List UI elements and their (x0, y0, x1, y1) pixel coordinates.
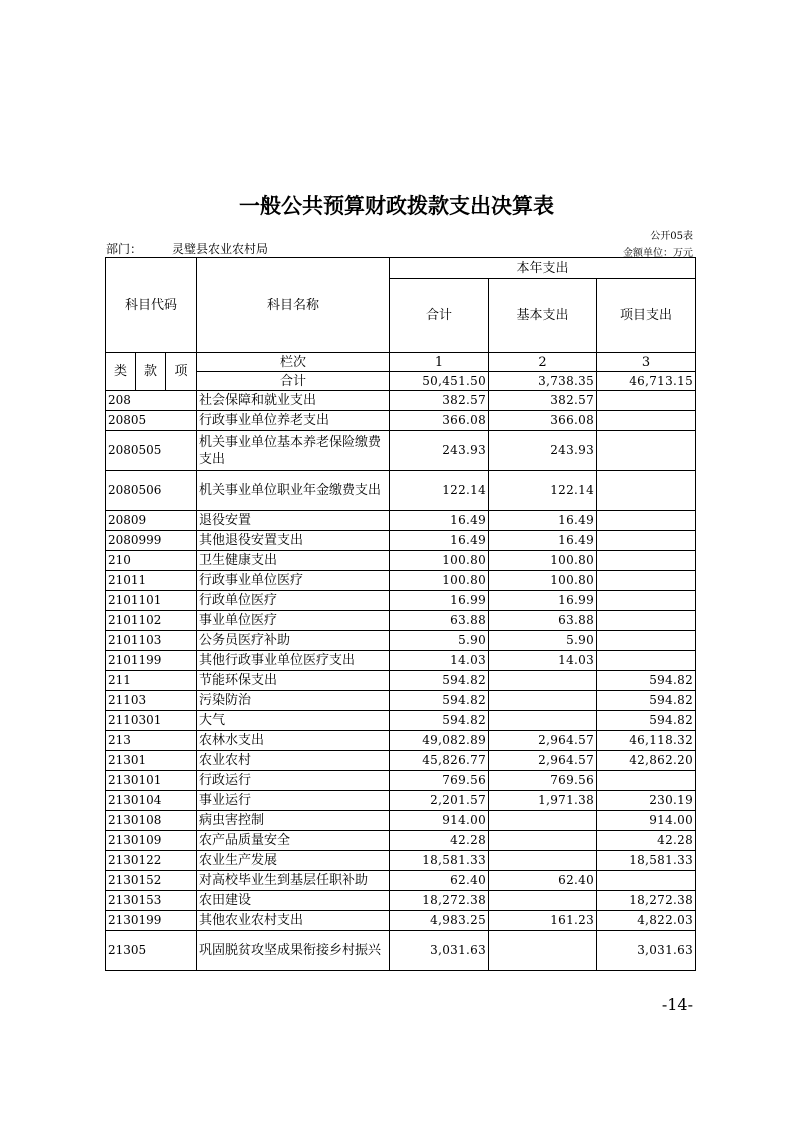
row-name: 机关事业单位职业年金缴费支出 (197, 471, 390, 511)
row-code: 20805 (106, 411, 197, 431)
row-basic (489, 931, 597, 971)
row-total: 769.56 (390, 771, 489, 791)
row-basic (489, 691, 597, 711)
row-code: 2080999 (106, 531, 197, 551)
table-row (106, 511, 696, 531)
row-basic: 5.90 (489, 631, 597, 651)
row-total: 18,581.33 (390, 851, 489, 871)
row-project (597, 871, 696, 891)
table-row (106, 831, 696, 851)
row-basic: 63.88 (489, 611, 597, 631)
subheader-xiang: 项 (166, 353, 197, 391)
row-project (597, 591, 696, 611)
table-row (106, 671, 696, 691)
row-name: 行政事业单位医疗 (197, 571, 390, 591)
row-total: 3,031.63 (390, 931, 489, 971)
table-row (106, 691, 696, 711)
row-project (597, 571, 696, 591)
row-basic: 14.03 (489, 651, 597, 671)
row-basic: 16.99 (489, 591, 597, 611)
row-project (597, 471, 696, 511)
row-total: 122.14 (390, 471, 489, 511)
row-code: 2130104 (106, 791, 197, 811)
total-row-basic: 3,738.35 (489, 372, 597, 391)
row-total: 914.00 (390, 811, 489, 831)
row-name: 机关事业单位基本养老保险缴费支出 (197, 431, 390, 471)
department-label: 部门： (106, 242, 143, 256)
row-basic: 2,964.57 (489, 731, 597, 751)
table-row (106, 471, 696, 511)
row-name: 其他退役安置支出 (197, 531, 390, 551)
row-basic: 2,964.57 (489, 751, 597, 771)
row-basic: 382.57 (489, 391, 597, 411)
header-code: 科目代码 (106, 258, 197, 353)
row-basic (489, 811, 597, 831)
row-name: 事业单位医疗 (197, 611, 390, 631)
row-project: 4,822.03 (597, 911, 696, 931)
row-name: 农林水支出 (197, 731, 390, 751)
page-number: -14- (661, 995, 693, 1014)
row-name: 农产品质量安全 (197, 831, 390, 851)
row-project: 42,862.20 (597, 751, 696, 771)
row-project: 3,031.63 (597, 931, 696, 971)
row-total: 14.03 (390, 651, 489, 671)
row-project: 914.00 (597, 811, 696, 831)
row-name: 其他行政事业单位医疗支出 (197, 651, 390, 671)
row-total: 594.82 (390, 691, 489, 711)
row-name: 病虫害控制 (197, 811, 390, 831)
subheader-kuan: 款 (136, 353, 166, 391)
lanci-1: 1 (390, 353, 489, 372)
row-basic: 100.80 (489, 571, 597, 591)
row-project (597, 431, 696, 471)
row-basic (489, 711, 597, 731)
row-basic: 366.08 (489, 411, 597, 431)
row-total: 382.57 (390, 391, 489, 411)
row-name: 巩固脱贫攻坚成果衔接乡村振兴 (197, 931, 390, 971)
row-basic: 100.80 (489, 551, 597, 571)
row-project (597, 511, 696, 531)
row-total: 16.49 (390, 531, 489, 551)
row-total: 100.80 (390, 551, 489, 571)
table-row (106, 851, 696, 871)
table-row (106, 391, 696, 411)
table-row (106, 911, 696, 931)
row-basic (489, 851, 597, 871)
document-title: 一般公共预算财政拨款支出决算表 (239, 194, 554, 218)
row-basic: 16.49 (489, 531, 597, 551)
table-row (106, 711, 696, 731)
row-code: 21103 (106, 691, 197, 711)
row-total: 18,272.38 (390, 891, 489, 911)
row-project (597, 551, 696, 571)
row-total: 2,201.57 (390, 791, 489, 811)
row-code: 2130101 (106, 771, 197, 791)
row-code: 2101102 (106, 611, 197, 631)
table-row (106, 531, 696, 551)
row-name: 行政单位医疗 (197, 591, 390, 611)
total-row-project: 46,713.15 (597, 372, 696, 391)
row-project (597, 631, 696, 651)
expenditure-table (105, 257, 696, 971)
row-project: 594.82 (597, 691, 696, 711)
row-code: 210 (106, 551, 197, 571)
header-this-year: 本年支出 (390, 258, 696, 279)
department-name: 灵璧县农业农村局 (172, 242, 269, 256)
row-code: 2101103 (106, 631, 197, 651)
row-basic: 122.14 (489, 471, 597, 511)
row-name: 社会保障和就业支出 (197, 391, 390, 411)
table-row (106, 871, 696, 891)
table-row (106, 631, 696, 651)
row-total: 16.99 (390, 591, 489, 611)
row-code: 2080505 (106, 431, 197, 471)
subheader-lei: 类 (106, 353, 136, 391)
lanci-3: 3 (597, 353, 696, 372)
row-name: 行政事业单位养老支出 (197, 411, 390, 431)
row-name: 事业运行 (197, 791, 390, 811)
row-basic: 1,971.38 (489, 791, 597, 811)
header-basic: 基本支出 (489, 279, 597, 353)
row-code: 2130108 (106, 811, 197, 831)
row-code: 2110301 (106, 711, 197, 731)
table-row (106, 591, 696, 611)
table-row (106, 611, 696, 631)
table-row (106, 891, 696, 911)
row-total: 100.80 (390, 571, 489, 591)
lanci-2: 2 (489, 353, 597, 372)
row-project: 18,272.38 (597, 891, 696, 911)
row-code: 20809 (106, 511, 197, 531)
row-code: 2080506 (106, 471, 197, 511)
row-code: 2130109 (106, 831, 197, 851)
header-project: 项目支出 (597, 279, 696, 353)
table-row (106, 791, 696, 811)
row-basic (489, 831, 597, 851)
row-total: 594.82 (390, 711, 489, 731)
row-code: 213 (106, 731, 197, 751)
table-row (106, 751, 696, 771)
table-row (106, 571, 696, 591)
row-total: 45,826.77 (390, 751, 489, 771)
header-name: 科目名称 (197, 258, 390, 353)
table-row (106, 771, 696, 791)
row-total: 243.93 (390, 431, 489, 471)
row-code: 2130122 (106, 851, 197, 871)
table-row (106, 731, 696, 751)
row-project: 230.19 (597, 791, 696, 811)
row-total: 4,983.25 (390, 911, 489, 931)
table-row (106, 811, 696, 831)
row-project (597, 391, 696, 411)
row-code: 211 (106, 671, 197, 691)
row-project (597, 411, 696, 431)
row-name: 对高校毕业生到基层任职补助 (197, 871, 390, 891)
row-code: 2101199 (106, 651, 197, 671)
row-basic: 16.49 (489, 511, 597, 531)
row-project (597, 611, 696, 631)
row-basic: 243.93 (489, 431, 597, 471)
row-total: 5.90 (390, 631, 489, 651)
row-name: 卫生健康支出 (197, 551, 390, 571)
row-code: 21011 (106, 571, 197, 591)
row-project: 594.82 (597, 711, 696, 731)
table-row (106, 651, 696, 671)
form-number: 公开05表 (650, 231, 693, 242)
row-name: 污染防治 (197, 691, 390, 711)
row-code: 208 (106, 391, 197, 411)
total-row-total: 50,451.50 (390, 372, 489, 391)
row-project: 42.28 (597, 831, 696, 851)
row-code: 2130153 (106, 891, 197, 911)
row-project: 594.82 (597, 671, 696, 691)
row-basic: 62.40 (489, 871, 597, 891)
row-name: 退役安置 (197, 511, 390, 531)
row-basic (489, 891, 597, 911)
row-code: 2101101 (106, 591, 197, 611)
row-total: 63.88 (390, 611, 489, 631)
row-project (597, 651, 696, 671)
row-code: 2130199 (106, 911, 197, 931)
row-project (597, 771, 696, 791)
table-row (106, 551, 696, 571)
table-row (106, 931, 696, 971)
row-code: 2130152 (106, 871, 197, 891)
row-basic (489, 671, 597, 691)
row-total: 366.08 (390, 411, 489, 431)
row-name: 农业农村 (197, 751, 390, 771)
amount-unit: 金额单位：万元 (623, 248, 693, 259)
row-name: 节能环保支出 (197, 671, 390, 691)
row-code: 21301 (106, 751, 197, 771)
row-basic: 161.23 (489, 911, 597, 931)
row-project: 18,581.33 (597, 851, 696, 871)
row-project (597, 531, 696, 551)
row-name: 行政运行 (197, 771, 390, 791)
table-row (106, 411, 696, 431)
row-total: 594.82 (390, 671, 489, 691)
row-basic: 769.56 (489, 771, 597, 791)
row-project: 46,118.32 (597, 731, 696, 751)
row-name: 大气 (197, 711, 390, 731)
row-code: 21305 (106, 931, 197, 971)
row-name: 其他农业农村支出 (197, 911, 390, 931)
row-total: 62.40 (390, 871, 489, 891)
row-name: 农业生产发展 (197, 851, 390, 871)
row-name: 农田建设 (197, 891, 390, 911)
row-name: 公务员医疗补助 (197, 631, 390, 651)
lanci-label: 栏次 (197, 353, 390, 372)
total-row-label: 合计 (197, 372, 390, 391)
header-total: 合计 (390, 279, 489, 353)
row-total: 42.28 (390, 831, 489, 851)
table-row (106, 431, 696, 471)
row-total: 49,082.89 (390, 731, 489, 751)
row-total: 16.49 (390, 511, 489, 531)
